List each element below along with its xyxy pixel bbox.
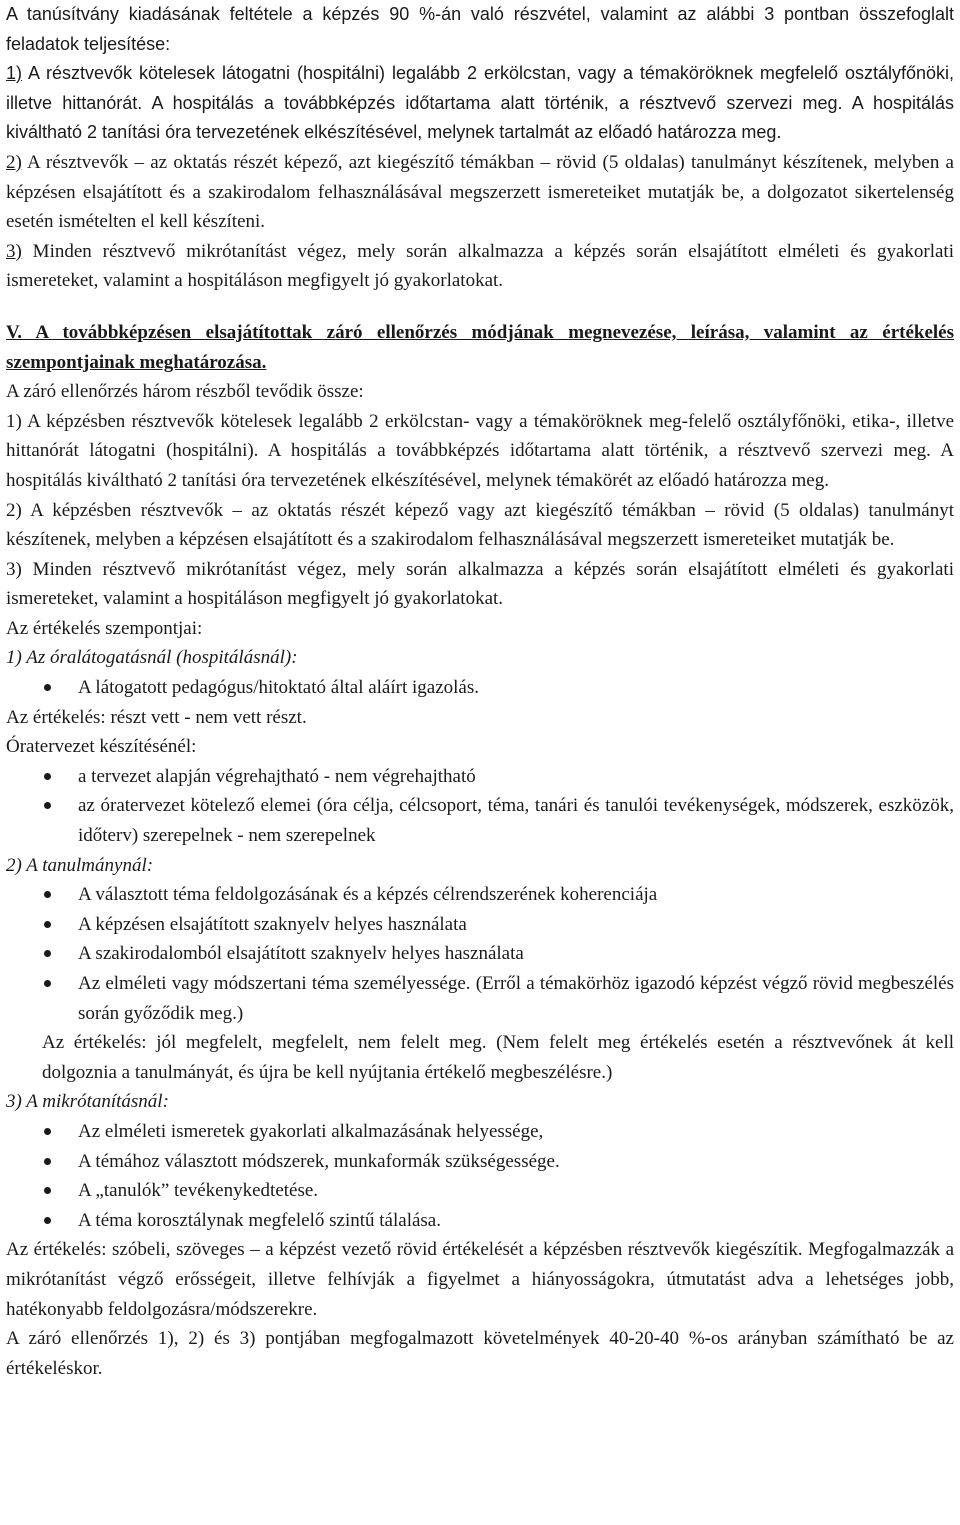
task-1-paragraph xyxy=(6,59,954,148)
criteria-2-title: 2) A tanulmánynál: xyxy=(6,854,154,876)
final-check-part-2: 2) A képzésben résztvevők – az oktatás részét képező vagy azt kiegészítő témákban – rövid (5 oldalas) tanulmányt készítenek, melyben a képzésen elsajátított és a szakirodalom felhasználásával megszerzett ismereteiket mutatják be. xyxy=(6,499,954,551)
task-3-paragraph xyxy=(6,237,954,296)
list-item: A témához választott módszerek, munkaformák szükségessége. xyxy=(6,1147,954,1177)
task-3-text: Minden résztvevő mikrótanítást végez, mely során alkalmazza a képzés során elsajátított elméleti és gyakorlati ismereteket, valamint a hospitáláson megfigyelt jó gyakorlatokat. xyxy=(6,240,954,292)
criteria-title: Az értékelés szempontjai: xyxy=(6,617,203,639)
task-1-text: A résztvevők kötelesek látogatni (hospitálni) legalább 2 erkölcstan, vagy a témaköröknek megfelelő osztályfőnöki, illetve hittanórát. A hospitálás a továbbképzés időtartama alatt történik, a résztvevő szervezi meg. A hospitálás kiváltható 2 tanítási óra tervezetének elkészítésével, melynek tartalmát az előadó határozza meg. xyxy=(6,63,954,143)
final-check-part-3: 3) Minden résztvevő mikrótanítást végez, mely során alkalmazza a képzés során elsajátított elméleti és gyakorlati ismereteket, valamint a hospitáláson megfigyelt jó gyakorlatokat. xyxy=(6,558,954,610)
criteria-1-list xyxy=(6,673,954,703)
list-item: A választott téma feldolgozásának és a képzés célrendszerének koherenciája xyxy=(6,880,954,910)
list-item: A látogatott pedagógus/hitoktató által aláírt igazolás. xyxy=(6,673,954,703)
criteria-1-title: 1) Az óralátogatásnál (hospitálásnál): xyxy=(6,647,298,669)
list-item: A „tanulók” tevékenykedtetése. xyxy=(6,1176,954,1206)
criteria-3-evaluation: Az értékelés: szóbeli, szöveges – a képzést vezető rövid értékelését a képzésben résztvevők kiegészítik. Megfogalmazzák a mikrótanítást végző erősségeit, illetve felhívják a figyelmet a hiányosságokra, útmutatást adva a lehetséges jobb, hatékonyabb feldolgozásra/módszerekre. xyxy=(6,1239,954,1320)
section-v-heading: V. A továbbképzésen elsajátítottak záró ellenőrzés módjának megnevezése, leírása, valamint az értékelés szempontjainak meghatározása. xyxy=(6,321,954,373)
final-weighting: A záró ellenőrzés 1), 2) és 3) pontjában megfogalmazott követelmények 40-20-40 %-os arányban számítható be az értékeléskor. xyxy=(6,1328,954,1379)
criteria-3-list xyxy=(6,1117,954,1235)
final-check-intro: A záró ellenőrzés három részből tevődik össze: xyxy=(6,381,364,403)
section-gap xyxy=(6,296,954,318)
list-item: A szakirodalomból elsajátított szaknyelv helyes használata xyxy=(6,939,954,969)
list-item: Az elméleti vagy módszertani téma személyessége. (Erről a témakörhöz igazodó képzést végző rövid megbeszélés során győződik meg.) xyxy=(6,969,954,1028)
list-item: az óratervezet kötelező elemei (óra célja, célcsoport, téma, tanári és tanulói tevékenységek, módszerek, eszközök, időterv) szerepelnek - nem szerepelnek xyxy=(6,791,954,850)
list-item: A képzésen elsajátított szaknyelv helyes használata xyxy=(6,910,954,940)
list-item: a tervezet alapján végrehajtható - nem végrehajtható xyxy=(6,762,954,792)
intro-paragraph: A tanúsítvány kiadásának feltétele a képzés 90 %-án való részvétel, valamint az alábbi 3 pontban összefoglalt feladatok teljesítése: xyxy=(6,4,954,54)
task-2-paragraph xyxy=(6,148,954,237)
task-3-number: 3) xyxy=(6,240,22,262)
list-item: A téma korosztálynak megfelelő szintű tálalása. xyxy=(6,1206,954,1236)
criteria-2-evaluation: Az értékelés: jól megfelelt, megfelelt, nem felelt meg. (Nem felelt meg értékelés esetén a résztvevőnek át kell dolgoznia a tanulmányát, és újra be kell nyújtania értékelő megbeszélésre.) xyxy=(42,1032,954,1083)
task-1-number: 1) xyxy=(6,63,23,84)
list-item: Az elméleti ismeretek gyakorlati alkalmazásának helyessége, xyxy=(6,1117,954,1147)
task-2-text: A résztvevők – az oktatás részét képező, azt kiegészítő témákban – rövid (5 oldalas) tanulmányt készítenek, melyben a képzésen elsajátított és a szakirodalom felhasználásával megszerzett ismereteiket mutatják be, a dolgozatot sikertelenség esetén ismételten el kell készíteni. xyxy=(6,151,954,233)
final-check-part-1: 1) A képzésben résztvevők kötelesek legalább 2 erkölcstan- vagy a témaköröknek meg-felelő osztályfőnöki, etika-, illetve hittanórát látogatni (hospitálni). A hospitálás a továbbképzés időtartama alatt történik, a résztvevő szervezi meg. A hospitálás kiváltható 2 tanítási óra tervezetének elkészítésével, melynek témakörét az előadó határozza meg. xyxy=(6,410,954,491)
lesson-plan-title: Óratervezet készítésénél: xyxy=(6,736,197,758)
criteria-2-list xyxy=(6,880,954,1028)
lesson-plan-list xyxy=(6,762,954,851)
criteria-3-title: 3) A mikrótanításnál: xyxy=(6,1091,169,1113)
task-2-number: 2) xyxy=(6,151,22,173)
criteria-1-evaluation: Az értékelés: részt vett - nem vett részt. xyxy=(6,706,307,728)
